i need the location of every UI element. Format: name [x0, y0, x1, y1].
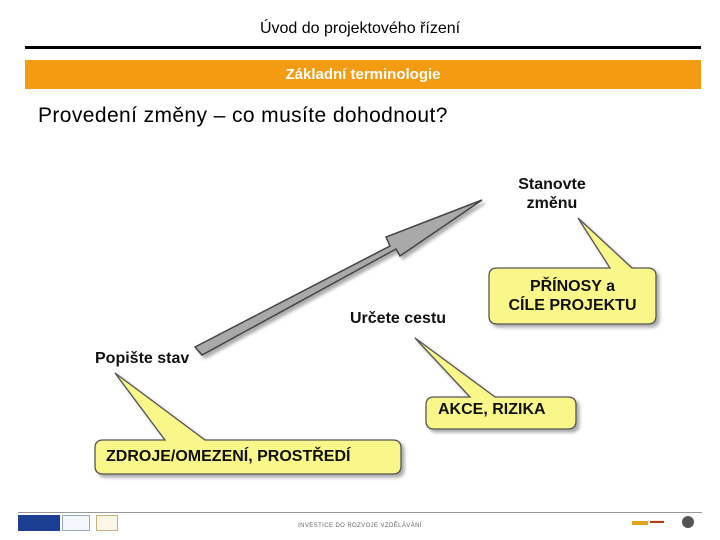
- project-logo-circle: [682, 516, 694, 528]
- project-logo-bar: [632, 521, 648, 525]
- section-band: Základní terminologie: [25, 60, 701, 89]
- callout-resources: ZDROJE/OMEZENÍ, PROSTŘEDÍ: [106, 448, 351, 465]
- label-define-path: Určete cestu: [350, 310, 447, 327]
- page-title: Úvod do projektového řízení: [259, 20, 461, 37]
- callout-actions: AKCE, RIZIKA: [438, 401, 546, 418]
- footer-divider: [18, 512, 702, 513]
- callout-benefits: PŘÍNOSY a CÍLE PROJEKTU: [508, 278, 637, 314]
- slide-heading: Provedení změny – co musíte dohodnout?: [38, 104, 448, 127]
- project-logo-mark: ▬▬: [650, 518, 664, 525]
- label-describe-state: Popište stav: [95, 350, 190, 367]
- footer-text: INVESTICE DO ROZVOJE VZDĚLÁVÁNÍ: [298, 523, 422, 529]
- project-logo: [632, 515, 694, 531]
- direction-arrow: [195, 200, 482, 355]
- label-set-change: Stanovte změnu: [518, 176, 586, 212]
